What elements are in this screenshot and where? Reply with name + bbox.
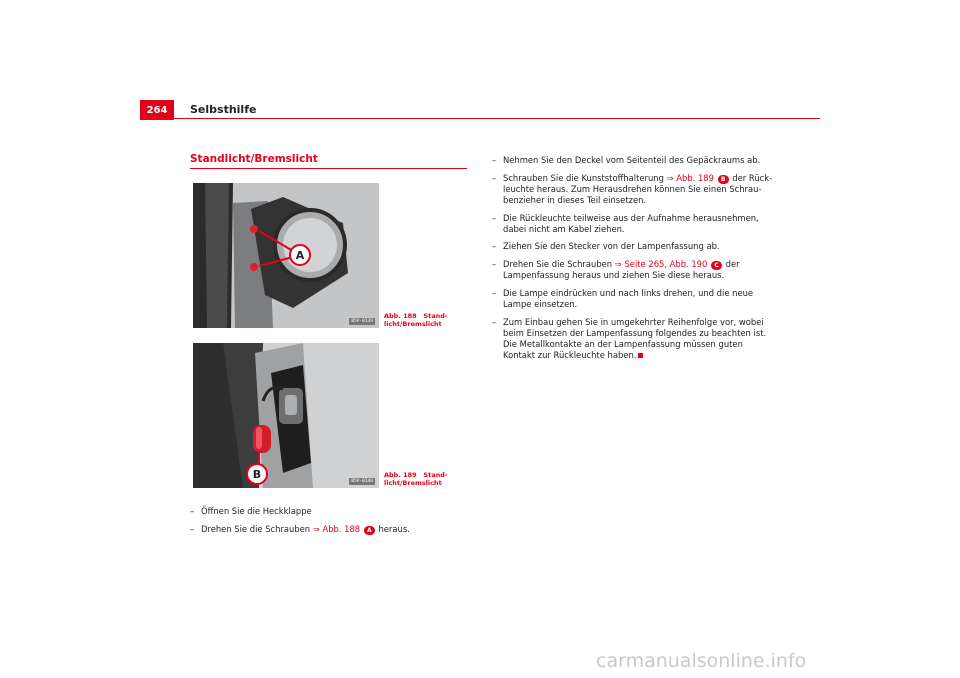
figure-188-code: B5P-0139 [351,319,373,324]
figure-189-caption-label: Abb. 189 [384,471,417,479]
page-number: 264 [146,104,168,116]
right-step-1: – Nehmen Sie den Deckel vom Seitenteil des Gepäckraums ab. [492,155,761,165]
page-ref-link[interactable]: Seite 265, Abb. 190 [624,258,708,269]
right-step-4: – Ziehen Sie den Stecker von der Lampenfassung ab. [492,241,720,252]
right-steps [492,155,792,368]
left-step-2: – Drehen Sie die Schrauben ⇒ Abb. 188 A heraus. [190,523,410,534]
figure-188-caption-text: Stand- [418,312,448,320]
left-step-1: – Öffnen Sie die Heckklappe [190,506,312,516]
right-step-6: – Die Lampe eindrücken und nach links drehen, und die neue Lampe einsetzen. [492,287,754,309]
callout-badge-a: A [364,526,375,535]
arrow-icon: ⇒ [312,523,320,534]
figure-189-caption-line2: licht/Bremslicht [384,479,442,487]
right-step-2: – Schrauben Sie die Kunststoffhalterung ⇒ Abb. 189 B der Rück- leuchte heraus. Zum Herausdrehen können Sie einen Schrau- benzieher in dieses Teil einsetzen. [492,172,773,205]
left-steps [190,506,470,541]
right-step-3: – Die Rückleuchte teilweise aus der Aufnahme herausnehmen, dabei nicht am Kabel ziehen. [492,212,759,234]
figure-ref-link[interactable]: Abb. 188 [322,523,361,534]
callout-badge-b: B [718,175,729,184]
figure-188-caption [384,312,448,328]
chapter-title: Selbsthilfe [190,103,257,116]
right-step-7: – Zum Einbau gehen Sie in umgekehrter Reihenfolge vor, wobei beim Einsetzen der Lampenfassung folgendes zu beachten ist. Die Metallkontakte an der Lampenfassung müssen guten Kontakt zur Rückleuchte haben. [492,316,767,361]
figure-188-caption-line2: licht/Bremslicht [384,320,442,328]
figure-ref-link[interactable]: Abb. 189 [676,172,714,183]
figure-189-code: B5P-0140 [351,479,373,484]
header-divider [140,118,820,119]
figure-189-caption [384,471,448,487]
figure-188-photo [193,183,379,328]
figure-189-caption-text: Stand- [418,471,448,479]
arrow-icon: ⇒ [614,258,622,269]
figure-188-caption-label: Abb. 188 [384,312,417,320]
right-step-5: – Drehen Sie die Schrauben ⇒ Seite 265, Abb. 190 C der Lampenfassung heraus und ziehen Sie diese heraus. [492,258,740,281]
section-title: Standlicht/Bremslicht [190,153,318,165]
figure-189-photo [193,343,379,488]
figure-188-callout: A [295,249,305,262]
callout-badge-c: C [711,261,722,270]
figure-189-callout: B [252,468,262,481]
arrow-icon: ⇒ [666,172,674,183]
end-marker-icon [638,353,643,358]
page-number-tab [140,100,174,120]
watermark: carmanualsonline.info [596,650,807,672]
section-divider [190,168,467,169]
